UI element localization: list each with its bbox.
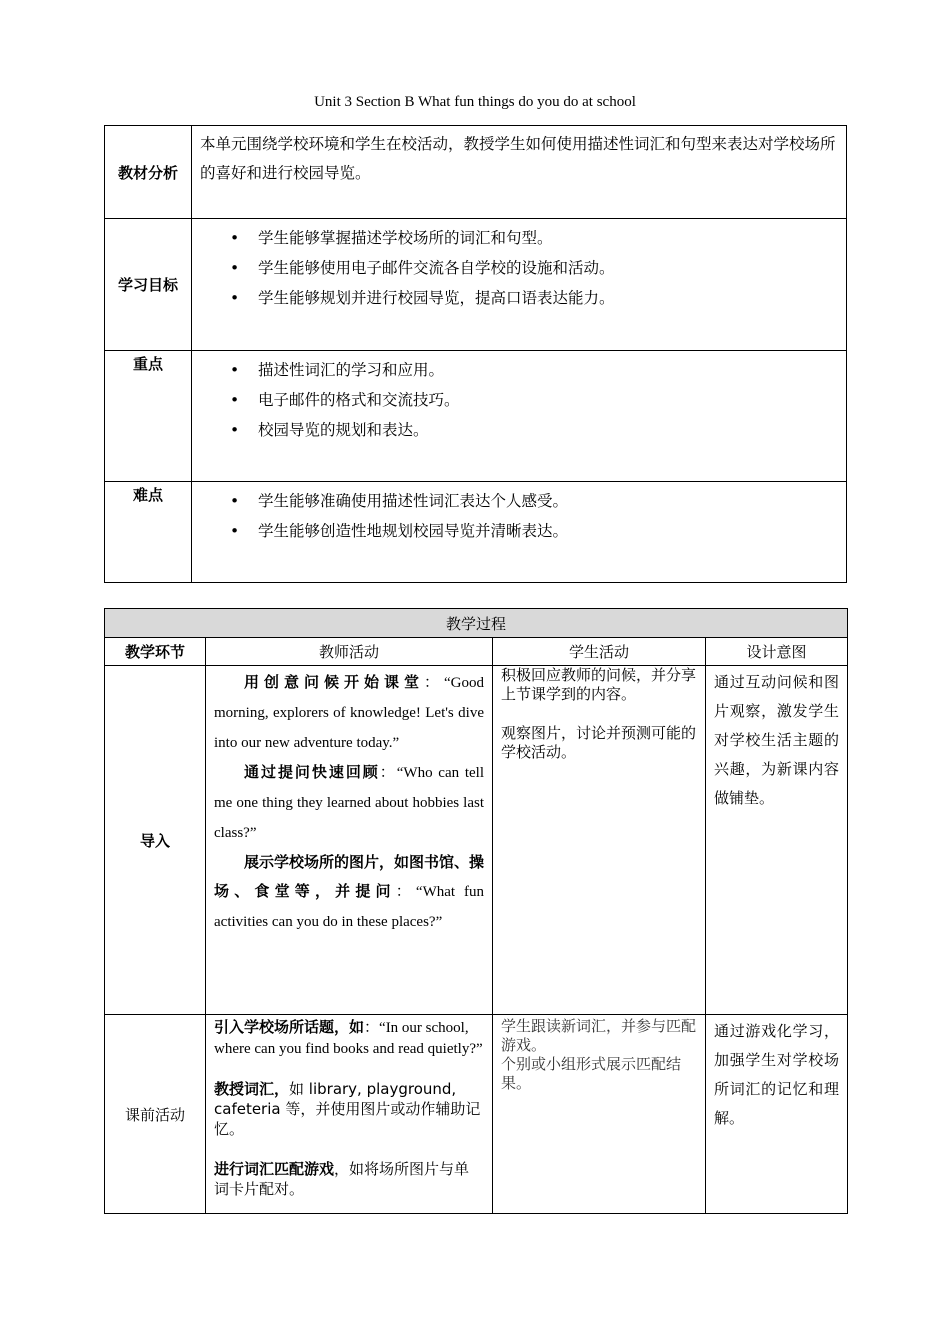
process-title: 教学过程 xyxy=(105,609,848,638)
objectives-label: 学习目标 xyxy=(105,219,192,351)
process-row-preclass xyxy=(105,1015,848,1214)
difficulties-cell xyxy=(192,482,847,583)
student-step: 个别或小组形式展示匹配结果。 xyxy=(501,1055,682,1092)
teacher-step-title: 用创意问候开始课堂 xyxy=(244,673,424,691)
difficulties-list xyxy=(192,482,846,546)
process-title-row xyxy=(105,609,848,638)
teacher-step xyxy=(214,758,484,848)
design-intent-cell: 通过游戏化学习，加强学生对学校场所词汇的记忆和理解。 xyxy=(706,1015,848,1214)
difficulty-item: • 学生能够创造性地规划校园导览并清晰表达。 xyxy=(192,516,846,546)
key-points-cell xyxy=(192,351,847,482)
teacher-step-text: 如将场所图片与单词卡片配对。 xyxy=(214,1160,470,1198)
key-points-label: 重点 xyxy=(105,351,192,482)
teacher-step-sep: ： xyxy=(379,763,397,781)
process-row-intro xyxy=(105,666,848,1015)
difficulties-row xyxy=(105,482,847,583)
teacher-step xyxy=(214,668,484,758)
stage-cell: 课前活动 xyxy=(105,1015,206,1214)
teacher-step-sep: 如 xyxy=(289,1080,309,1098)
key-point-item: • 校园导览的规划和表达。 xyxy=(192,415,846,445)
objective-item: • 学生能够掌握描述学校场所的词汇和句型。 xyxy=(192,223,846,253)
teacher-step-title: 引入学校场所话题，如 xyxy=(214,1018,365,1036)
teacher-step-text: “What fun activities can you do in these places?” xyxy=(214,884,484,930)
teacher-step-title: 进行词汇匹配游戏 xyxy=(214,1160,335,1178)
key-points-row xyxy=(105,351,847,482)
student-step: 积极回应教师的问候，并分享上节课学到的内容。 xyxy=(501,666,697,703)
teacher-step-text: library, playground, cafeteria 等，并使用图片或动作辅助记忆。 xyxy=(214,1080,481,1138)
teacher-step-text: “In our school, where can you find books and read quietly?” xyxy=(214,1020,483,1057)
objectives-cell xyxy=(192,219,847,351)
analysis-label: 教材分析 xyxy=(105,126,192,219)
objectives-list xyxy=(192,219,846,313)
student-activity-cell xyxy=(493,1015,706,1214)
process-header-row xyxy=(105,638,848,666)
teacher-step xyxy=(214,1159,484,1199)
teacher-step-sep: ： xyxy=(364,1018,380,1036)
stage-cell: 导入 xyxy=(105,666,206,1015)
objectives-row xyxy=(105,219,847,351)
difficulties-label: 难点 xyxy=(105,482,192,583)
header-teacher: 教师活动 xyxy=(206,638,493,666)
teacher-step-sep: ： xyxy=(423,673,444,691)
header-design: 设计意图 xyxy=(706,638,848,666)
analysis-cell xyxy=(192,126,847,219)
student-step: 学生跟读新词汇，并参与匹配游戏。 xyxy=(501,1017,697,1054)
teacher-activity-cell xyxy=(206,666,493,1015)
objective-item: • 学生能够使用电子邮件交流各自学校的设施和活动。 xyxy=(192,253,846,283)
teacher-step-title: 通过提问快速回顾 xyxy=(244,763,380,781)
teacher-step xyxy=(214,1079,484,1139)
analysis-text: 本单元围绕学校环境和学生在校活动，教授学生如何使用描述性词汇和句型来表达对学校场所的喜好和进行校园导览。 xyxy=(200,135,836,182)
objective-item: • 学生能够规划并进行校园导览，提高口语表达能力。 xyxy=(192,283,846,313)
header-student: 学生活动 xyxy=(493,638,706,666)
design-intent-cell: 通过互动问候和图片观察，激发学生对学校生活主题的兴趣，为新课内容做铺垫。 xyxy=(706,666,848,1015)
teacher-step xyxy=(214,1017,484,1059)
teacher-step-title: 展示学校场所的图片，如图书馆、操场、食堂等，并提问 xyxy=(214,853,485,900)
overview-table xyxy=(104,125,847,583)
difficulty-item: • 学生能够准确使用描述性词汇表达个人感受。 xyxy=(192,486,846,516)
teacher-activity-cell xyxy=(206,1015,493,1214)
student-step: 观察图片，讨论并预测可能的学校活动。 xyxy=(501,724,697,761)
teacher-step-text: “Who can tell me one thing they learned about hobbies last class?” xyxy=(214,765,484,841)
student-activity-cell xyxy=(493,666,706,1015)
teacher-step-title: 教授词汇， xyxy=(214,1080,290,1098)
teacher-step-sep: ： xyxy=(395,882,416,900)
document-title: Unit 3 Section B What fun things do you do at school xyxy=(314,94,636,110)
teacher-step-text: “Good morning, explorers of knowledge! Let's dive into our new adventure today.” xyxy=(214,675,484,751)
process-table xyxy=(104,608,848,1214)
header-stage: 教学环节 xyxy=(105,638,206,666)
key-points-list xyxy=(192,351,846,445)
key-point-item: • 电子邮件的格式和交流技巧。 xyxy=(192,385,846,415)
teacher-step xyxy=(214,848,484,937)
key-point-item: • 描述性词汇的学习和应用。 xyxy=(192,355,846,385)
teacher-step-sep: ， xyxy=(334,1160,350,1178)
analysis-row xyxy=(105,126,847,219)
